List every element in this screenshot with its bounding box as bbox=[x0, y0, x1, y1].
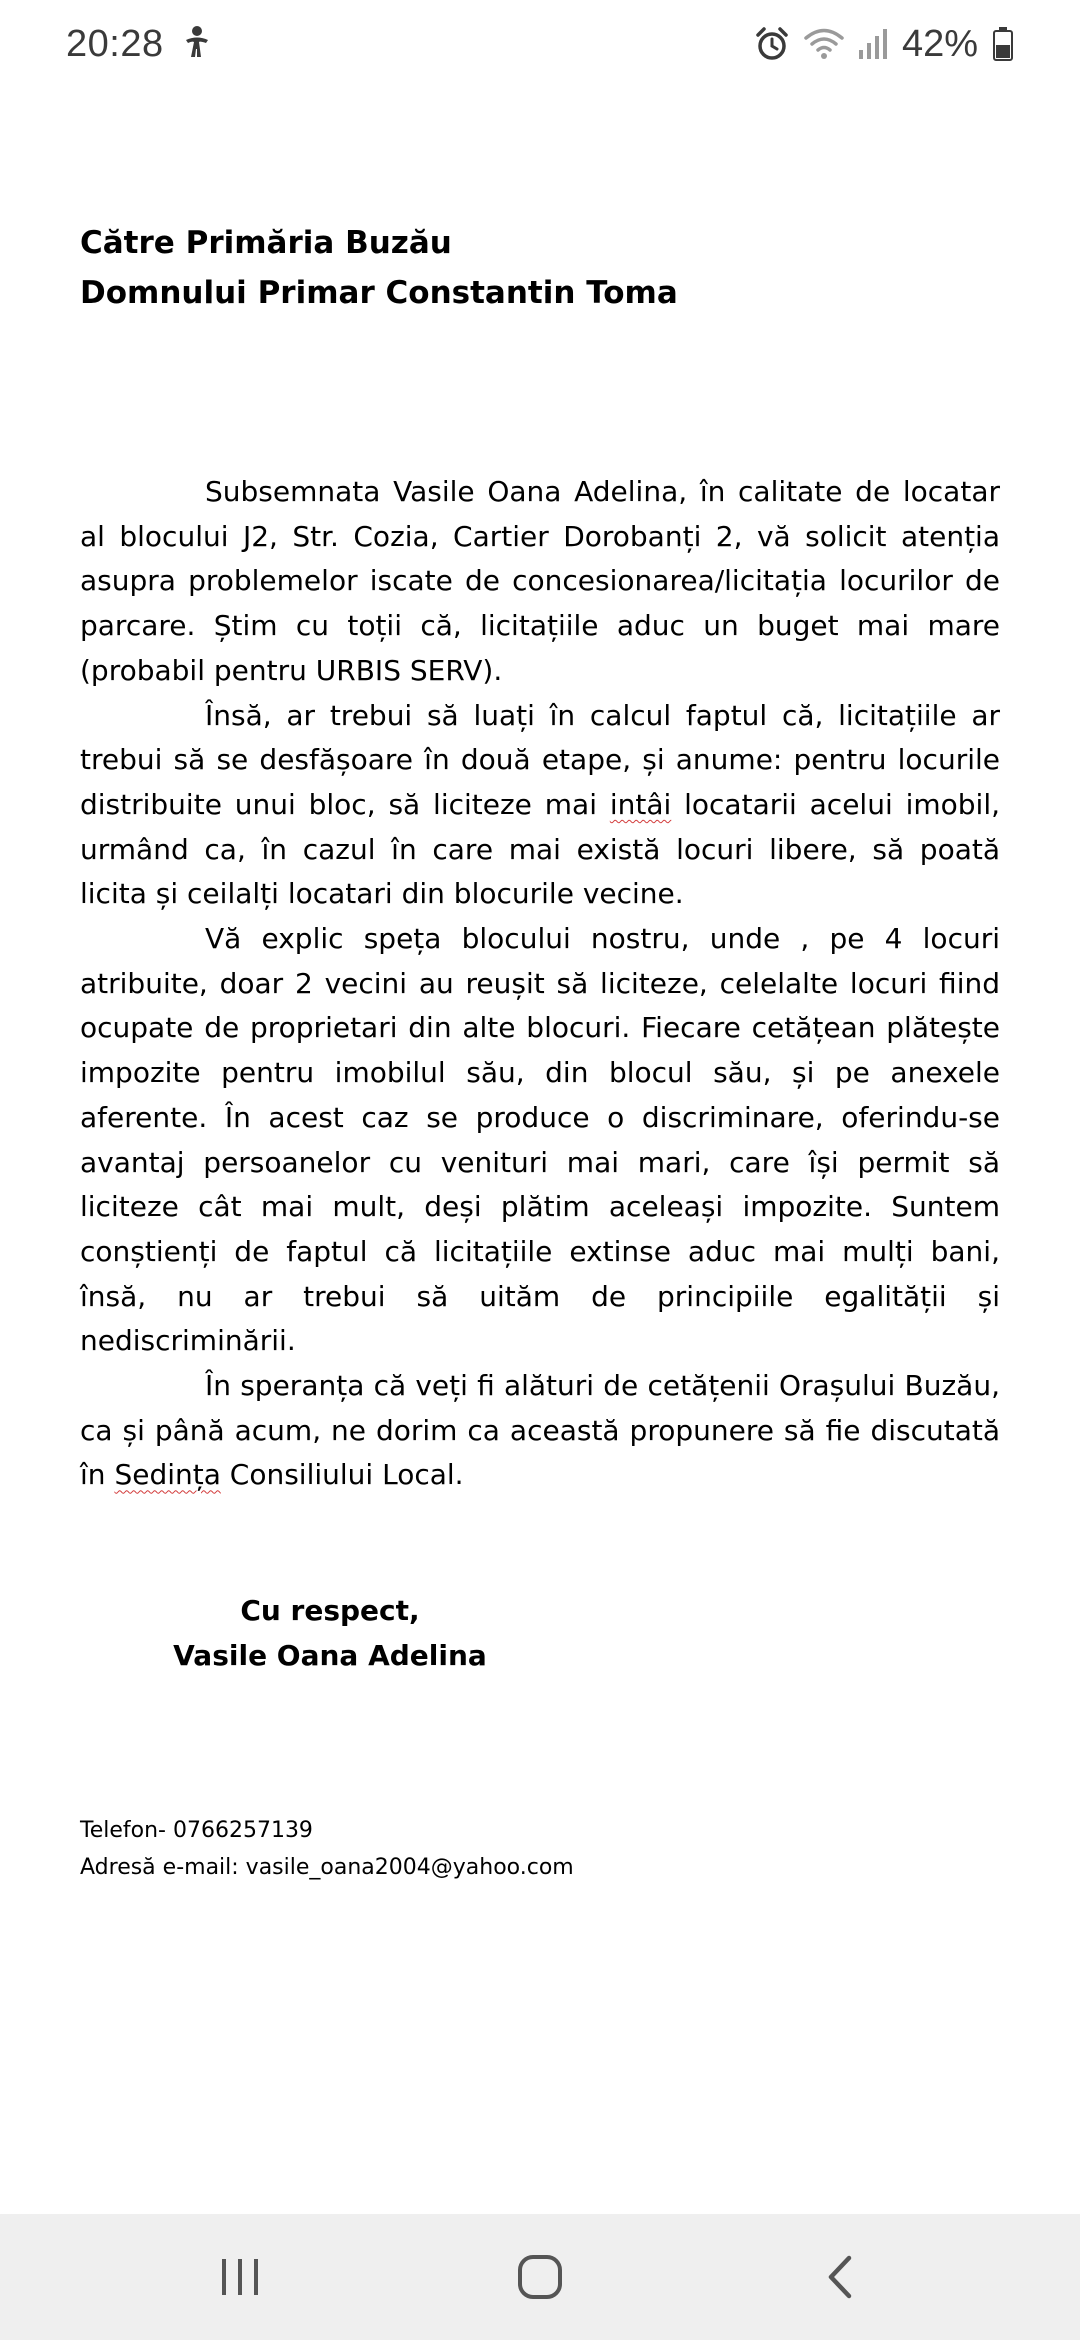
recent-apps-button[interactable] bbox=[180, 2227, 300, 2327]
clock: 20:28 bbox=[66, 22, 164, 65]
signature-name: Vasile Oana Adelina bbox=[173, 1639, 487, 1672]
recipient-line-2: Domnului Primar Constantin Toma bbox=[80, 275, 678, 311]
paragraph-2 bbox=[80, 694, 1000, 918]
paragraph-4-part-a: În speranța că veți fi alături de cetățenii Orașului Buzău, ca și până acum, ne dorim ca această propunere să fie discutată în bbox=[80, 1369, 1000, 1492]
paragraph-2-part-a: Însă, ar trebui să luați în calcul faptul că, licitațiile ar trebui să se desfășoare în două etape, și anume: pentru locurile distribuite unui bloc, să liciteze mai bbox=[80, 698, 1000, 821]
spelling-flag-word[interactable]: intâi bbox=[609, 787, 672, 821]
paragraph-1: Subsemnata Vasile Oana Adelina, în calitate de locatar al blocului J2, Str. Cozia, Cartier Dorobanți 2, vă solicit atenția asupra problemelor iscate de concesionarea/licitația locurilor de parcare. Știm cu toții că, licitațiile aduc un buget mai mare (probabil pentru URBIS SERV). bbox=[80, 475, 1000, 687]
home-icon bbox=[517, 2254, 563, 2300]
paragraph-4 bbox=[80, 1364, 1000, 1498]
recent-apps-icon bbox=[218, 2257, 262, 2297]
contact-block bbox=[80, 1812, 574, 1886]
email-text: Adresă e-mail: vasile_oana2004@yahoo.com bbox=[80, 1855, 574, 1880]
home-button[interactable] bbox=[480, 2227, 600, 2327]
paragraph-4-part-b: Consiliului Local. bbox=[220, 1458, 464, 1492]
recipient-block bbox=[80, 218, 678, 318]
spelling-flag-word[interactable]: Sedința bbox=[114, 1458, 221, 1492]
paragraph-3: Vă explic speța blocului nostru, unde , pe 4 locuri atribuite, doar 2 vecini au reușit să liciteze, celelalte locuri fiind ocupate de proprietari din alte blocuri. Fiecare cetățean plătește impozite pentru imobilul său, din blocul său, și pe anexele aferente. În acest caz se produce o discriminare, oferindu-se avantaj persoanelor cu venituri mai mari, care își permit să liciteze cât mai mult, deși plătim aceleași impozite. Suntem conștienți de faptul că licitațiile extinse aduc mai mulți bani, însă, nu ar trebui să uităm de principiile egalității și nediscriminării. bbox=[80, 922, 1000, 1358]
document-page bbox=[80, 0, 1000, 2210]
back-icon bbox=[825, 2254, 855, 2300]
letter-body bbox=[80, 470, 1000, 1498]
signature-block bbox=[80, 1588, 580, 1678]
navigation-bar bbox=[0, 2214, 1080, 2340]
closing-text: Cu respect, bbox=[240, 1594, 420, 1627]
recipient-line-1: Către Primăria Buzău bbox=[80, 225, 452, 261]
phone-text: Telefon- 0766257139 bbox=[80, 1818, 313, 1843]
battery-percent: 42% bbox=[901, 22, 978, 65]
back-button[interactable] bbox=[780, 2227, 900, 2327]
paragraph-2-part-b: locatarii acelui imobil, urmând ca, în cazul în care mai există locuri libere, să poată licita și ceilalți locatari din blocurile vecine. bbox=[80, 787, 1000, 911]
